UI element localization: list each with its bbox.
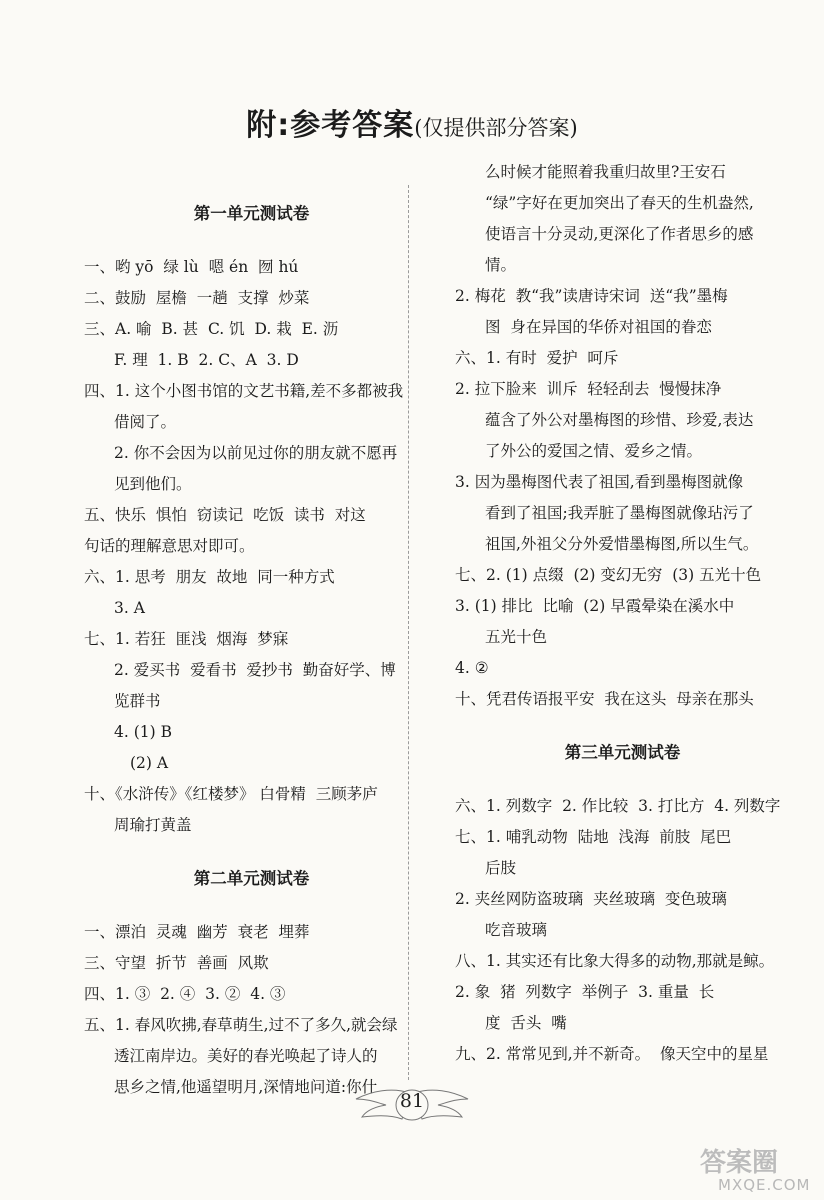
answer-line: 三、守望 折节 善画 风欺	[84, 954, 269, 972]
spacer	[455, 715, 790, 729]
right-column	[455, 157, 790, 1070]
answer-line: 2. 夹丝网防盗玻璃 夹丝玻璃 变色玻璃	[455, 890, 727, 908]
answer-line: 五、1. 春风吹拂,春草萌生,过不了多久,就会绿	[84, 1016, 398, 1034]
answer-line: 情。	[485, 256, 517, 274]
answer-line: 蕴含了外公对墨梅图的珍惜、珍爱,表达	[485, 411, 754, 429]
answer-line: 思乡之情,他遥望明月,深情地问道:你什	[114, 1078, 378, 1096]
answer-line: 一、哟 yō 绿 lù 嗯 én 囫 hú	[84, 258, 299, 276]
answer-line: 2. 你不会因为以前见过你的朋友就不愿再	[114, 444, 398, 462]
spacer	[84, 903, 419, 917]
answer-line: 见到他们。	[114, 475, 192, 493]
answer-line: 度 舌头 嘴	[485, 1014, 567, 1032]
spacer	[84, 238, 419, 252]
answer-line: 3. (1) 排比 比喻 (2) 早霞晕染在溪水中	[455, 597, 735, 615]
answer-line: 二、鼓励 屋檐 一趟 支撑 炒菜	[84, 289, 310, 307]
page-number-badge	[352, 1085, 472, 1125]
answer-line: 四、1. 这个小图书馆的文艺书籍,差不多都被我	[84, 382, 404, 400]
answer-line: 六、1. 有时 爱护 呵斥	[455, 349, 619, 367]
section-heading-unit3: 第三单元测试卷	[564, 743, 681, 762]
watermark-text: 答案圈	[700, 1148, 779, 1178]
answer-line: 2. 象 猪 列数字 举例子 3. 重量 长	[455, 983, 715, 1001]
section-heading-unit1: 第一单元测试卷	[193, 204, 310, 223]
title-main: 附:参考答案	[246, 108, 415, 143]
spacer	[455, 777, 790, 791]
answer-line: 六、1. 列数字 2. 作比较 3. 打比方 4. 列数字	[455, 797, 781, 815]
answer-line: 九、2. 常常见到,并不新奇。 像天空中的星星	[455, 1045, 769, 1063]
answer-line: F. 理 1. B 2. C、A 3. D	[114, 351, 299, 369]
answer-line: 五光十色	[485, 628, 548, 646]
answer-line: 图 身在异国的华侨对祖国的眷恋	[485, 318, 712, 336]
answer-line: 七、2. (1) 点缀 (2) 变幻无穷 (3) 五光十色	[455, 566, 762, 584]
answer-line: 三、A. 喻 B. 甚 C. 饥 D. 栽 E. 沥	[84, 320, 339, 338]
answer-line: 3. 因为墨梅图代表了祖国,看到墨梅图就像	[455, 473, 744, 491]
answer-line: 借阅了。	[114, 413, 177, 431]
answer-line: 一、漂泊 灵魂 幽芳 衰老 埋葬	[84, 923, 310, 941]
answer-line: 使语言十分灵动,更深化了作者思乡的感	[485, 225, 754, 243]
watermark-url: MXQE.COM	[718, 1176, 811, 1194]
answer-line: 七、1. 若狂 匪浅 烟海 梦寐	[84, 630, 289, 648]
answer-line: (2) A	[130, 754, 169, 772]
answer-line: 4. (1) B	[114, 723, 172, 741]
answer-line: 十、《水浒传》《红楼梦》 白骨精 三顾茅庐	[84, 785, 378, 803]
answer-line: 看到了祖国;我弄脏了墨梅图就像玷污了	[485, 504, 754, 522]
page-number: 81	[399, 1090, 425, 1112]
watermark-logo	[700, 1142, 824, 1200]
left-column	[84, 190, 419, 1103]
answer-line: “绿”字好在更加突出了春天的生机盎然,	[485, 194, 754, 212]
unit2-answers-continued	[455, 157, 790, 715]
spacer	[84, 841, 419, 855]
unit1-answers	[84, 252, 419, 841]
answer-line: 吃音玻璃	[485, 921, 548, 939]
section-heading-unit2: 第二单元测试卷	[193, 869, 310, 888]
answer-line: 四、1. ③ 2. ④ 3. ② 4. ③	[84, 985, 286, 1003]
answer-line: 览群书	[114, 692, 161, 710]
answer-line: 八、1. 其实还有比象大得多的动物,那就是鲸。	[455, 952, 775, 970]
answer-line: 五、快乐 惧怕 窃读记 吃饭 读书 对这	[84, 506, 366, 524]
answer-line: 2. 梅花 教“我”读唐诗宋词 送“我”墨梅	[455, 287, 728, 305]
answer-line: 十、凭君传语报平安 我在这头 母亲在那头	[455, 690, 754, 708]
answer-line: 2. 爱买书 爱看书 爱抄书 勤奋好学、博	[114, 661, 396, 679]
unit2-answers	[84, 917, 419, 1103]
answer-line: 周瑜打黄盖	[114, 816, 192, 834]
answer-line: 透江南岸边。美好的春光唤起了诗人的	[114, 1047, 378, 1065]
answer-line: 么时候才能照着我重归故里?王安石	[485, 163, 726, 181]
answer-line: 了外公的爱国之情、爱乡之情。	[485, 442, 703, 460]
answer-line: 3. A	[114, 599, 145, 617]
page-title	[0, 100, 824, 144]
answer-line: 六、1. 思考 朋友 故地 同一种方式	[84, 568, 335, 586]
unit3-answers	[455, 791, 790, 1070]
answer-line: 2. 拉下脸来 训斥 轻轻刮去 慢慢抹净	[455, 380, 722, 398]
answer-line: 后肢	[485, 859, 517, 877]
answer-line: 4. ②	[455, 659, 489, 677]
answer-line: 句话的理解意思对即可。	[84, 537, 255, 555]
answer-line: 七、1. 哺乳动物 陆地 浅海 前肢 尾巴	[455, 828, 732, 846]
answer-line: 祖国,外祖父分外爱惜墨梅图,所以生气。	[485, 535, 759, 553]
title-sub: (仅提供部分答案)	[414, 116, 578, 140]
